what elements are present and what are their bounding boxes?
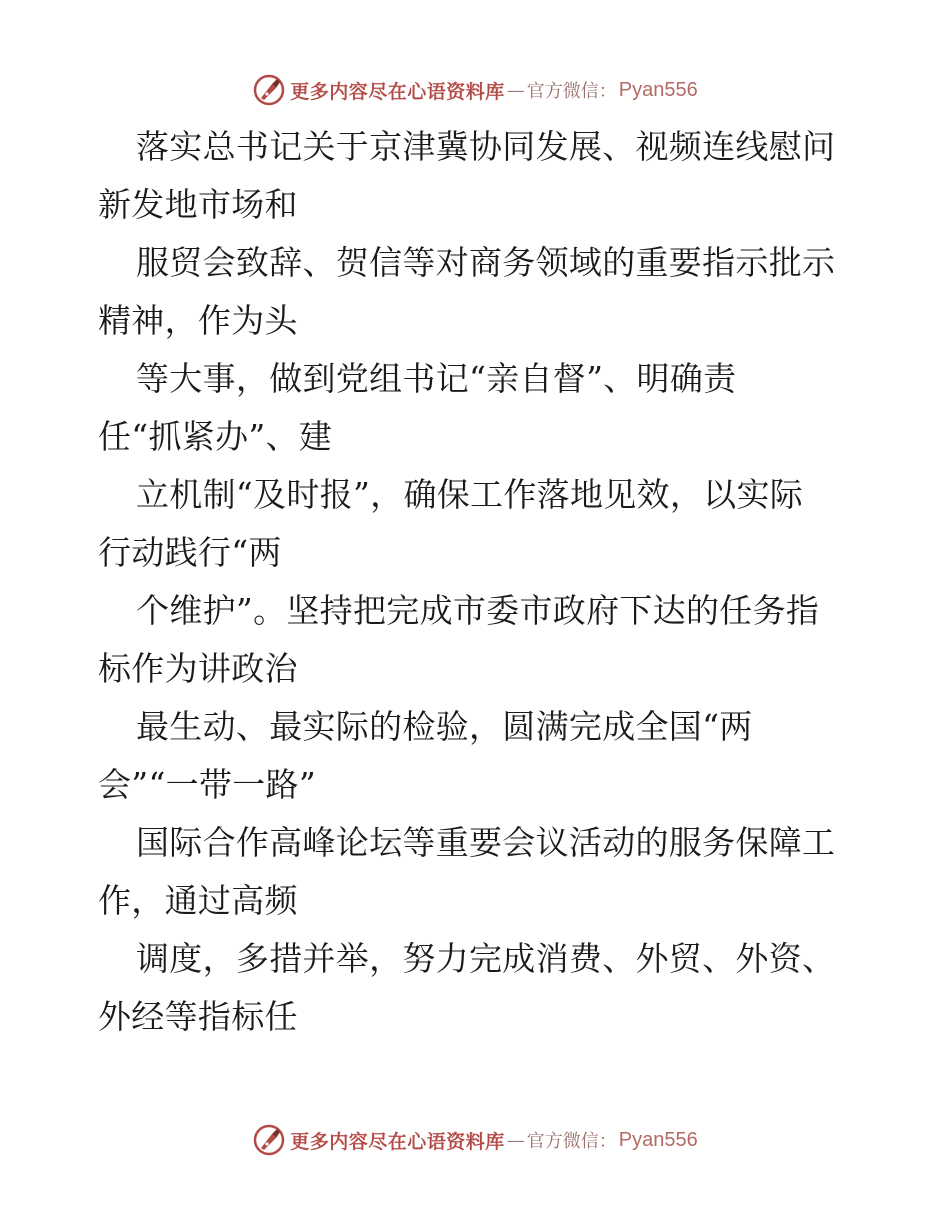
- text-line: 标作为讲政治: [98, 649, 298, 688]
- watermark-brand: 更多内容尽在心语资料库: [290, 1130, 505, 1153]
- text-line: 国际合作高峰论坛等重要会议活动的服务保障工: [136, 823, 836, 862]
- text-line: 调度，多措并举，努力完成消费、外贸、外资、: [136, 939, 836, 978]
- text-line: 外经等指标任: [98, 997, 298, 1036]
- pen-nib-logo-icon: [252, 1123, 286, 1157]
- footer-watermark: [0, 1120, 950, 1160]
- text-line: 立机制“及时报”，确保工作落地见效，以实际: [136, 475, 804, 514]
- watermark-brand: 更多内容尽在心语资料库: [290, 80, 505, 103]
- text-line: 精神，作为头: [98, 301, 298, 340]
- watermark-separator: —: [506, 1129, 525, 1151]
- watermark-wechat-id: Pyan556: [618, 78, 698, 101]
- text-line: 落实总书记关于京津冀协同发展、视频连线慰问: [136, 127, 836, 166]
- watermark-separator: —: [506, 79, 525, 101]
- text-line: 等大事，做到党组书记“亲自督”、明确责: [136, 359, 737, 398]
- text-line: 会”“一带一路”: [98, 765, 317, 804]
- text-line: 新发地市场和: [98, 185, 298, 224]
- header-watermark: [0, 70, 950, 110]
- document-body: [98, 118, 858, 1046]
- text-line: 最生动、最实际的检验，圆满完成全国“两: [136, 707, 753, 746]
- text-line: 服贸会致辞、贺信等对商务领域的重要指示批示: [136, 243, 836, 282]
- text-line: 作，通过高频: [98, 881, 298, 920]
- watermark-label: 官方微信：: [526, 1131, 617, 1152]
- text-line: 任“抓紧办”、建: [98, 417, 333, 456]
- text-line: 个维护”。坚持把完成市委市政府下达的任务指: [136, 591, 820, 630]
- watermark-label: 官方微信：: [526, 81, 617, 102]
- pen-nib-logo-icon: [252, 73, 286, 107]
- watermark-wechat-id: Pyan556: [618, 1128, 698, 1151]
- text-line: 行动践行“两: [98, 533, 282, 572]
